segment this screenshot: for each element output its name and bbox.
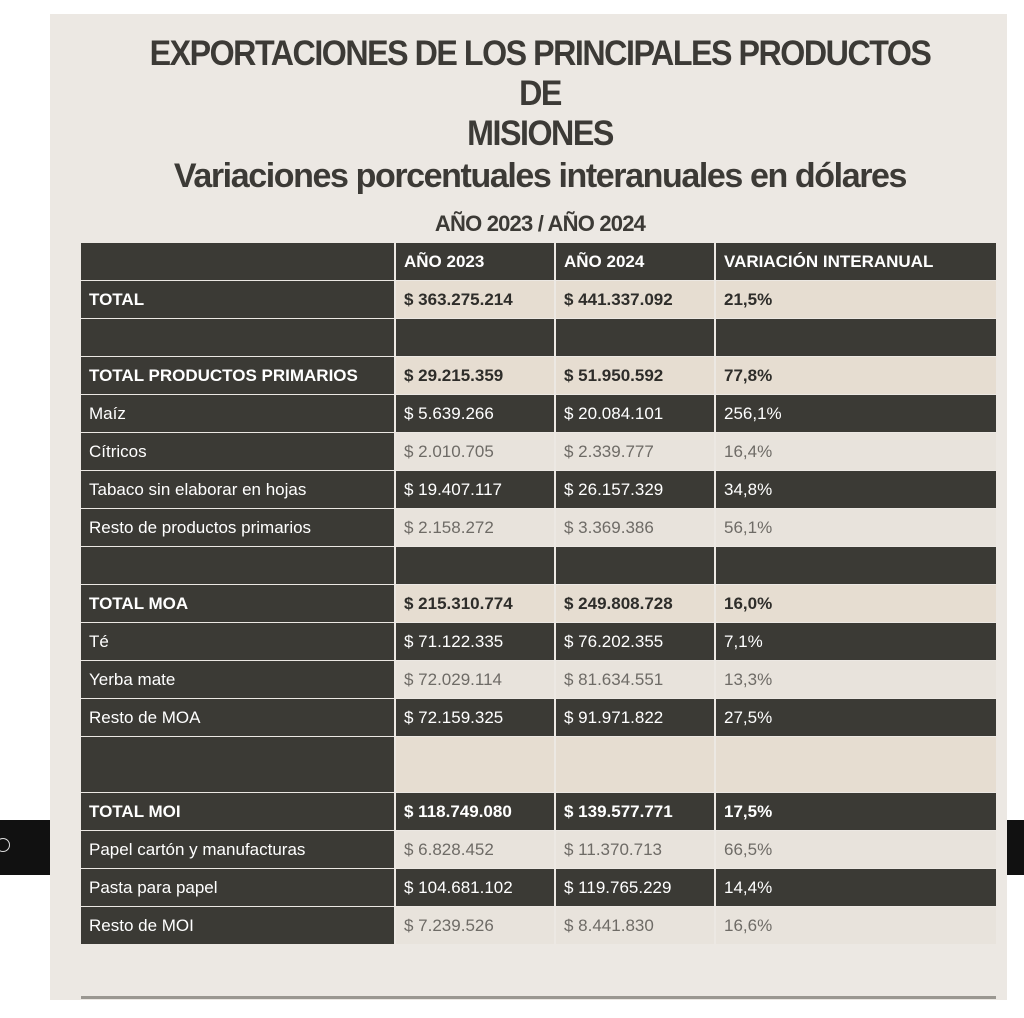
cell-2024 — [556, 319, 716, 357]
cell-2024: $ 81.634.551 — [556, 661, 716, 699]
cell-variation: 13,3% — [716, 661, 996, 699]
table-row-spacer — [81, 319, 996, 357]
cell-variation: 21,5% — [716, 281, 996, 319]
cell-variation: 256,1% — [716, 395, 996, 433]
cell-2024: $ 91.971.822 — [556, 699, 716, 737]
cell-2024: $ 2.339.777 — [556, 433, 716, 471]
header-cell-2024: AÑO 2024 — [556, 243, 716, 281]
cell-2024: $ 139.577.771 — [556, 793, 716, 831]
table-row — [81, 907, 996, 945]
table-row — [81, 869, 996, 907]
cell-variation — [716, 319, 996, 357]
cell-2024: $ 76.202.355 — [556, 623, 716, 661]
table-row-total-moa — [81, 585, 996, 623]
table-row — [81, 623, 996, 661]
table-row-total-primarios — [81, 357, 996, 395]
cell-2024: $ 249.808.728 — [556, 585, 716, 623]
table-row — [81, 433, 996, 471]
cell-2023: $ 215.310.774 — [396, 585, 556, 623]
main-title — [126, 34, 954, 154]
title-block — [50, 34, 1024, 238]
subtitle: Variaciones porcentuales interanuales en dólares — [173, 157, 907, 195]
cell-2023: $ 19.407.117 — [396, 471, 556, 509]
table-row-total-moi — [81, 793, 996, 831]
row-label: Pasta para papel — [81, 869, 396, 907]
row-label: Resto de MOI — [81, 907, 396, 945]
divider — [81, 996, 996, 999]
cell-2023 — [396, 737, 556, 793]
row-label: TOTAL MOI — [81, 793, 396, 831]
cell-2023: $ 5.639.266 — [396, 395, 556, 433]
table-header-row — [81, 243, 996, 281]
header-cell-label — [81, 243, 396, 281]
row-label — [81, 547, 396, 585]
main-title-line2: MISIONES — [467, 114, 613, 153]
cell-2024: $ 51.950.592 — [556, 357, 716, 395]
cell-variation: 66,5% — [716, 831, 996, 869]
main-title-line1: EXPORTACIONES DE LOS PRINCIPALES PRODUCTOS DE — [149, 34, 931, 113]
row-label: TOTAL — [81, 281, 396, 319]
cell-variation: 16,0% — [716, 585, 996, 623]
row-label: Resto de productos primarios — [81, 509, 396, 547]
cell-2024: $ 3.369.386 — [556, 509, 716, 547]
cell-variation: 27,5% — [716, 699, 996, 737]
cell-2024 — [556, 737, 716, 793]
cell-2024: $ 11.370.713 — [556, 831, 716, 869]
cell-2023: $ 118.749.080 — [396, 793, 556, 831]
cell-variation: 77,8% — [716, 357, 996, 395]
cell-variation — [716, 547, 996, 585]
header-cell-variation: VARIACIÓN INTERANUAL — [716, 243, 996, 281]
row-label: Yerba mate — [81, 661, 396, 699]
header-cell-2023: AÑO 2023 — [396, 243, 556, 281]
cell-2024: $ 26.157.329 — [556, 471, 716, 509]
table-row — [81, 471, 996, 509]
cell-2024: $ 20.084.101 — [556, 395, 716, 433]
cell-2023: $ 71.122.335 — [396, 623, 556, 661]
table-row — [81, 509, 996, 547]
row-label: Resto de MOA — [81, 699, 396, 737]
cell-2023: $ 2.158.272 — [396, 509, 556, 547]
table-row-total — [81, 281, 996, 319]
period-label: AÑO 2023 / AÑO 2024 — [434, 211, 646, 236]
cell-2024: $ 8.441.830 — [556, 907, 716, 945]
table-row — [81, 699, 996, 737]
cell-variation: 7,1% — [716, 623, 996, 661]
cell-variation: 16,4% — [716, 433, 996, 471]
table-row — [81, 395, 996, 433]
row-label: Maíz — [81, 395, 396, 433]
cell-2024: $ 441.337.092 — [556, 281, 716, 319]
cell-2023: $ 6.828.452 — [396, 831, 556, 869]
table-row — [81, 661, 996, 699]
row-label: Tabaco sin elaborar en hojas — [81, 471, 396, 509]
cell-variation: 14,4% — [716, 869, 996, 907]
row-label — [81, 737, 396, 793]
row-label — [81, 319, 396, 357]
circle-icon[interactable] — [0, 838, 10, 852]
cell-variation: 56,1% — [716, 509, 996, 547]
table-row — [81, 831, 996, 869]
cell-2023: $ 7.239.526 — [396, 907, 556, 945]
cell-variation: 17,5% — [716, 793, 996, 831]
cell-2023: $ 72.159.325 — [396, 699, 556, 737]
cell-2023 — [396, 547, 556, 585]
cell-variation: 16,6% — [716, 907, 996, 945]
exports-table — [81, 243, 996, 945]
right-edge-overlay — [1007, 820, 1024, 875]
cell-2023 — [396, 319, 556, 357]
cell-2023: $ 104.681.102 — [396, 869, 556, 907]
cell-2023: $ 29.215.359 — [396, 357, 556, 395]
table-row-spacer — [81, 547, 996, 585]
cell-2023: $ 363.275.214 — [396, 281, 556, 319]
cell-2024: $ 119.765.229 — [556, 869, 716, 907]
table-row-spacer — [81, 737, 996, 793]
row-label: TOTAL PRODUCTOS PRIMARIOS — [81, 357, 396, 395]
cell-variation: 34,8% — [716, 471, 996, 509]
cell-2023: $ 2.010.705 — [396, 433, 556, 471]
row-label: TOTAL MOA — [81, 585, 396, 623]
left-edge-overlay — [0, 820, 50, 875]
row-label: Té — [81, 623, 396, 661]
row-label: Cítricos — [81, 433, 396, 471]
row-label: Papel cartón y manufacturas — [81, 831, 396, 869]
cell-2024 — [556, 547, 716, 585]
cell-variation — [716, 737, 996, 793]
cell-2023: $ 72.029.114 — [396, 661, 556, 699]
